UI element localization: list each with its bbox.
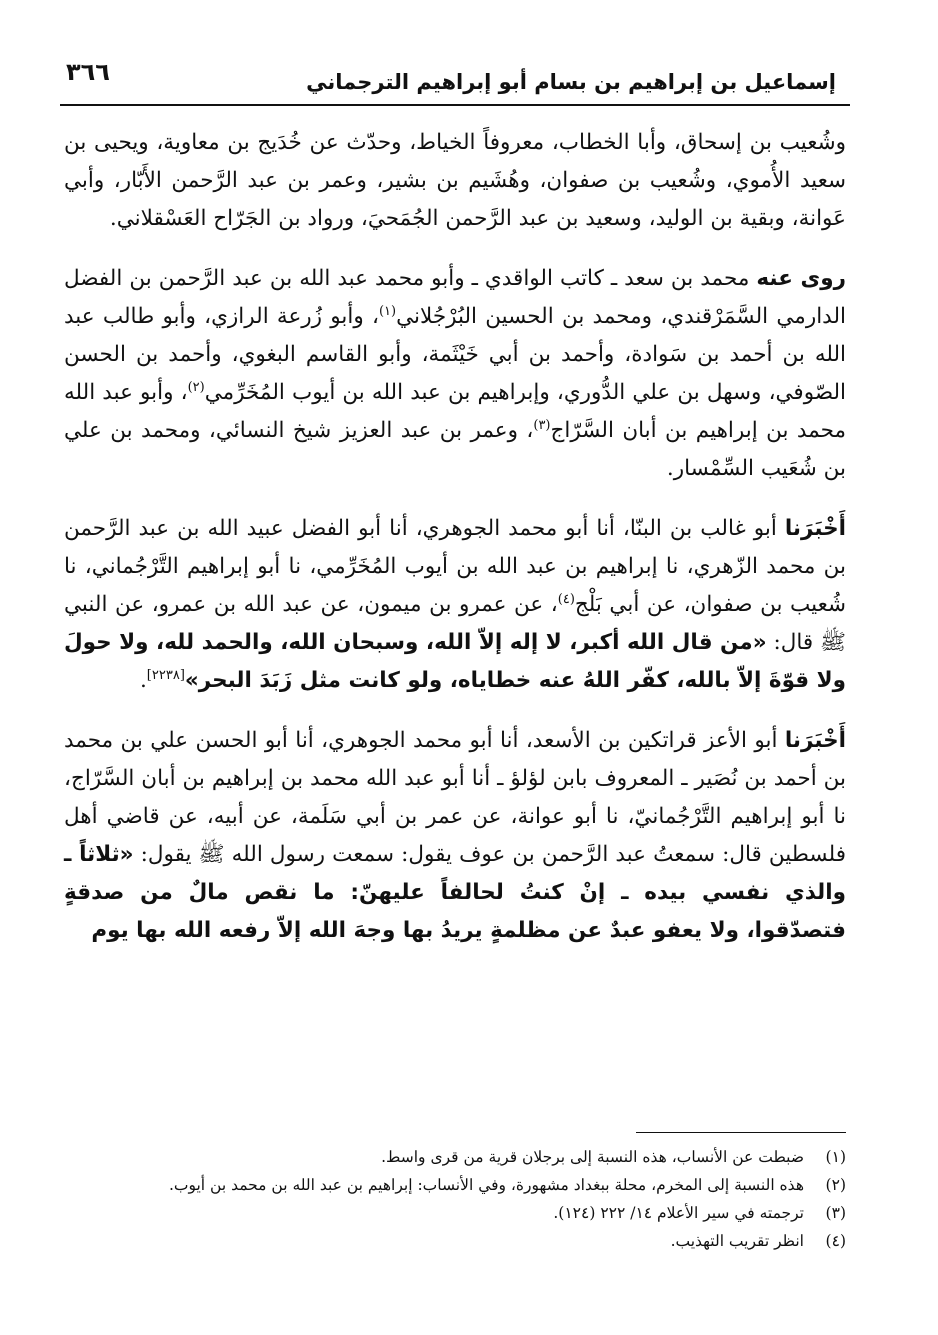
paragraph-teachers	[64, 124, 846, 238]
hadith-number: [٢٢٣٨]	[146, 667, 185, 683]
running-header	[60, 52, 850, 106]
paragraph-narration-1	[64, 510, 846, 700]
footnote-text: ترجمته في سير الأعلام ١٤/ ٢٢٢ (١٢٤).	[553, 1204, 804, 1222]
footnote-number: (١)	[825, 1148, 846, 1166]
main-text	[60, 106, 850, 950]
paragraph-text: .	[139, 668, 147, 693]
footnote-number: (٢)	[825, 1176, 846, 1194]
paragraph-text: محمد بن سعد ـ كاتب الواقدي ـ وأبو محمد عبد الله بن عبد الرَّحمن بن الفضل الدارمي السَّمَرْقندي، ومحمد بن الحسين البُرْجُلاني	[64, 266, 846, 329]
footnotes	[64, 1132, 846, 1255]
paragraph-narration-2	[64, 722, 846, 950]
paragraph-text: ، وعمر بن عبد العزيز شيخ النسائي، ومحمد بن علي بن شُعَيب السِّمْسار.	[64, 418, 846, 481]
footnote-text: انظر تقريب التهذيب.	[670, 1232, 804, 1250]
footnote-1	[64, 1143, 846, 1171]
book-page	[60, 52, 850, 1312]
paragraph-text: وشُعيب بن إسحاق، وأبا الخطاب، معروفاً الخياط، وحدّث عن خُدَيج بن معاوية، ويحيى بن سعيد الأُموي، وشُعيب بن صفوان، وهُشَيم بن بشير، وعمر بن عبد الرَّحمن الأَبّار، وأبي عَوانة، وبقية بن الوليد، وسعيد بن عبد الرَّحمن الجُمَحيَ، ورواد بن الجَرّاح العَسْقلاني.	[64, 130, 846, 231]
paragraph-lead: روى عنه	[756, 266, 846, 291]
paragraph-text: أبو الأعز قراتكين بن الأسعد، أنا أبو محمد الجوهري، أنا أبو الحسن علي بن محمد بن أحمد بن نُصَير ـ المعروف بابن لؤلؤ ـ أنا أبو عبد الله محمد بن إبراهيم بن أبان السَّرّاج، نا أبو إبراهيم التَّرْجُمانيّ، نا أبو عوانة، عن عمر بن أبي سَلَمة، عن أبيه، عن قاضي أهل فلسطين قال: سمعتُ عبد الرَّحمن بن عوف يقول: سمعت رسول الله ﷺ يقول:	[64, 728, 846, 867]
footnote-2	[64, 1171, 846, 1199]
footnote-ref-4[interactable]: (٤)	[557, 591, 575, 607]
footnote-number: (٤)	[825, 1232, 846, 1250]
page-number: ٣٦٦	[66, 58, 110, 86]
footnote-ref-3[interactable]: (٣)	[533, 417, 551, 433]
header-title: إسماعيل بن إبراهيم بن بسام أبو إبراهيم الترجماني	[306, 70, 836, 94]
paragraph-lead: أَخْبَرَنا	[784, 516, 846, 541]
paragraph-lead: أَخْبَرَنا	[784, 728, 846, 753]
footnote-text: هذه النسبة إلى المخرم، محلة ببغداد مشهورة، وفي الأنساب: إبراهيم بن عبد الله بن محمد بن أيوب.	[168, 1176, 804, 1194]
paragraph-text: ، وأبو عبد الله محمد بن إبراهيم بن أبان السَّرّاج	[64, 380, 846, 443]
footnote-ref-1[interactable]: (١)	[378, 303, 397, 319]
paragraph-students	[64, 260, 846, 488]
footnote-number: (٣)	[825, 1204, 846, 1222]
footnote-separator	[636, 1132, 846, 1133]
footnote-4	[64, 1227, 846, 1255]
hadith-text: «ثلاثاً ـ والذي نفسي بيده ـ إنْ كنتُ لحالفاً عليهنّ: ما نقص مالٌ من صدقةٍ فتصدّقوا، ولا يعفو عبدٌ عن مظلمةٍ يريدُ بها وجهَ الله إلاّ رفعه الله بها يوم	[64, 842, 846, 943]
paragraph-text: ، وأبو زُرعة الرازي، وأبو طالب عبد الله بن أحمد بن سَوادة، وأحمد بن أبي خَيْثَمة، وأبو القاسم البغوي، وأحمد بن الحسن الصّوفي، وسهل بن علي الدُّوري، وإبراهيم بن عبد الله بن أيوب المُخَرِّمي	[64, 304, 846, 405]
footnote-ref-2[interactable]: (٢)	[187, 379, 205, 395]
footnote-text: ضبطت عن الأنساب، هذه النسبة إلى برجلان قرية من قرى واسط.	[381, 1148, 804, 1166]
paragraph-text: ، عن عمرو بن ميمون، عن عبد الله بن عمرو، عن النبي ﷺ قال:	[64, 592, 846, 655]
hadith-text: «من قال الله أكبر، لا إله إلاّ الله، وسبحان الله، والحمد لله، ولا حولَ ولا قوّةَ إلاّ بالله، كفّر اللهُ عنه خطاياه، ولو كانت مثل زَبَدَ البحر»	[64, 630, 846, 693]
paragraph-text: أبو غالب بن البنّا، أنا أبو محمد الجوهري، أنا أبو الفضل عبيد الله بن عبد الرَّحمن بن محمد الزّهري، نا إبراهيم بن عبد الله بن أيوب المُخَرِّمي، نا أبو إبراهيم التَّرْجُماني، نا شُعيب بن صفوان، عن أبي بَلْج	[64, 516, 846, 617]
footnote-3	[64, 1199, 846, 1227]
